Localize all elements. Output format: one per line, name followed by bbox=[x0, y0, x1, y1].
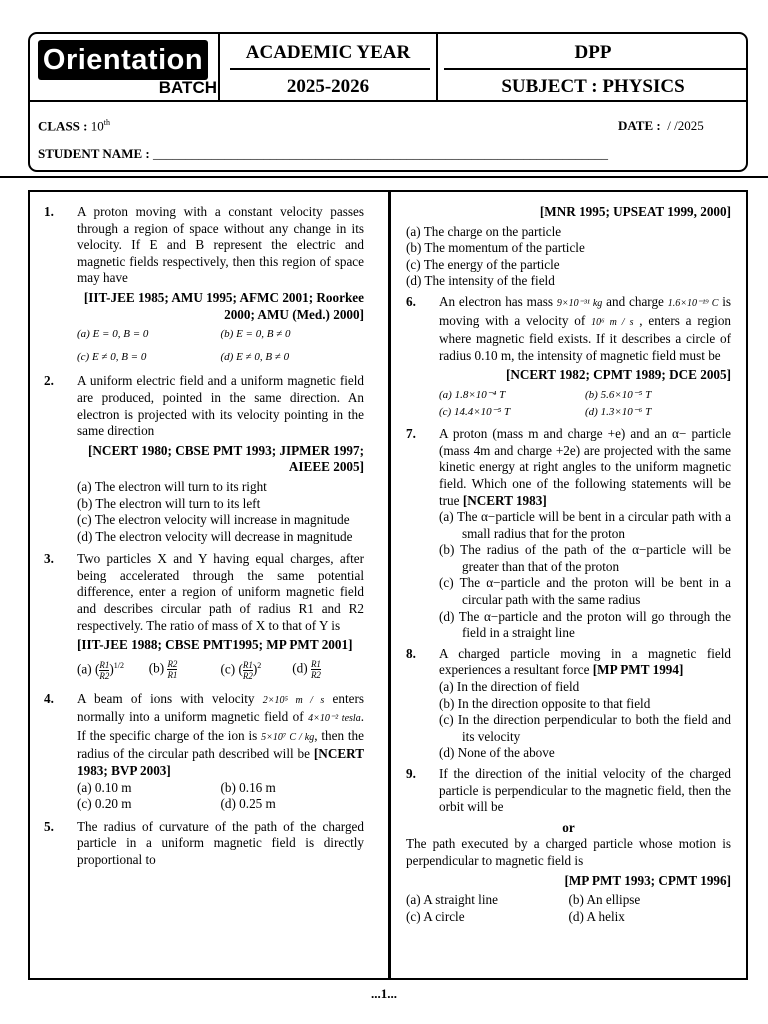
academic-year: 2025-2026 bbox=[286, 76, 370, 97]
left-column bbox=[44, 204, 364, 873]
question-5-options: (a) The charge on the particle (b) The momentum of the particle (c) The energy of the particle (d) The intensity of the field bbox=[406, 223, 585, 289]
question-9-alt: The path executed by a charged particle whose motion is perpendicular to magnetic field is bbox=[406, 836, 731, 868]
question-1: 1. A proton moving with a constant velocity passes through a region of space without any change in its velocity. If E and B represent the electric and magnetic fields respectively, then this region of space may have [IIT-JEE 1985; AMU 1995; AFMC 2001; Roorkee 2000; AMU (Med.) 2000] (a) E = 0, B = 0 (b) E = 0, B ≠ 0 (c) E ≠ 0, B = 0 (d) E ≠ 0, B ≠ 0 bbox=[44, 204, 364, 363]
subject: SUBJECT : PHYSICS bbox=[501, 76, 685, 97]
or-separator: or bbox=[562, 819, 575, 835]
header-box bbox=[28, 32, 748, 172]
header-rule bbox=[0, 176, 768, 178]
question-5-ref: [MNR 1995; UPSEAT 1999, 2000] bbox=[539, 204, 731, 219]
right-column bbox=[406, 204, 731, 925]
date-field: DATE : / /2025 bbox=[618, 118, 704, 133]
question-3: 3. Two particles X and Y having equal charges, after being accelerated through the same potential difference, enter a region of uniform magnetic field and describes circular path of radius R1 and R2 respectively. The ratio of mass of X to that of Y is [IIT-JEE 1988; CBSE PMT1995; MP PMT 2001] (a) ( $\frac{R1}{R2}$ )$^{1/2}$ (b) $\frac{R2}{R1}$ (c) ( $\frac{R1}{R2}$ )$^2$ (d) $\frac{R1}{R2}$ bbox=[44, 551, 364, 681]
question-4: 4. A beam of ions with velocity 2×10⁵ m / s enters normally into a uniform magnetic field of 4×10⁻² tesla. If the specific charge of the ion is 5×10⁷ C / kg, then the radius of the circular path described will be [NCERT 1983; BVP 2003] (a) 0.10 m (b) 0.16 m (c) 0.20 m (d) 0.25 m bbox=[44, 690, 365, 812]
question-9-ref: [MP PMT 1993; CPMT 1996] bbox=[564, 872, 731, 888]
academic-year-label: ACADEMIC YEAR bbox=[245, 42, 411, 63]
question-9: 9. If the direction of the initial velocity of the charged particle is perpendicular to the magnetic field, then the orbit will be bbox=[406, 766, 731, 815]
page-number: ...1... bbox=[371, 986, 397, 1001]
divider bbox=[230, 68, 430, 70]
question-9-options: (a) A straight line (b) An ellipse (c) A circle (d) A helix bbox=[406, 892, 641, 924]
question-8: 8. A charged particle moving in a magnetic field experiences a resultant force [MP PMT 1994] (a) In the direction of field (b) In the direction opposite to that field (c) In the direction perpendicular to both the field and its velocity (d) None of the above bbox=[406, 645, 731, 761]
question-6: 6. An electron has mass 9×10⁻³¹ kg and charge 1.6×10⁻¹⁹ C is moving with a velocity of 10⁶ m / s , enters a region where magnetic field exists. If it describes a circle of radius 0.10 m, the intensity of magnetic field must be [NCERT 1982; CPMT 1989; DCE 2005] (a) 1.8×10⁻⁴ T (b) 5.6×10⁻⁵ T (c) 14.4×10⁻⁵ T (d) 1.3×10⁻⁶ T bbox=[406, 293, 732, 418]
doc-type: DPP bbox=[574, 42, 612, 63]
divider bbox=[444, 68, 746, 70]
question-2: 2. A uniform electric field and a uniform magnetic field are produced, pointed in the same direction. An electron is projected with its velocity pointing in the same direction [NCERT 1980; CBSE PMT 1993; JIPMER 1997; AIEEE 2005] (a) The electron will turn to its right (b) The electron will turn to its left (c) The electron velocity will increase in magnitude (d) The electron velocity will decrease in magnitude bbox=[44, 373, 364, 544]
student-name-field: STUDENT NAME : ______________________________________________________________________ bbox=[38, 146, 608, 161]
divider bbox=[30, 100, 746, 102]
class-field: CLASS : 10th bbox=[38, 118, 110, 134]
question-7: 7. A proton (mass m and charge +e) and an α− particle (mass 4m and charge +2e) are projected with the same kinetic energy at right angles to the uniform magnetic field. Which one of the following statements will be true [NCERT 1983] (a) The α−particle will be bent in a circular path with a small radius that for the proton (b) The radius of the path of the α−particle will be greater than that of the proton (c) The α−particle and the proton will be bent in a circular path with the same radius (d) The α−particle and the proton will go through the field in a straight line bbox=[406, 426, 731, 641]
batch-label: BATCH bbox=[158, 78, 217, 97]
question-5: 5. The radius of curvature of the path of the charged particle in a uniform magnetic field is directly proportional to bbox=[44, 818, 364, 868]
orientation-logo: Orientation bbox=[38, 40, 208, 80]
column-divider bbox=[388, 190, 391, 980]
